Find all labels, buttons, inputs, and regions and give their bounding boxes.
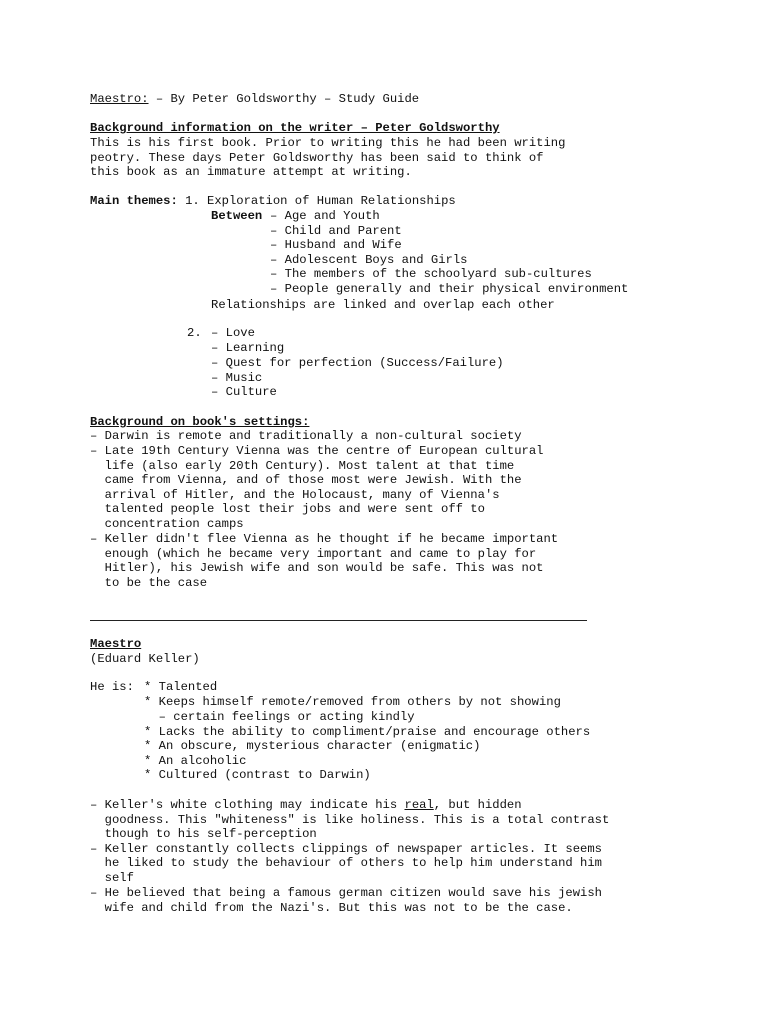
relationship-item: – The members of the schoolyard sub-cultures xyxy=(270,267,592,281)
trait-item: * Cultured (contrast to Darwin) xyxy=(144,768,371,782)
theme-one-title: Exploration of Human Relationships xyxy=(207,194,456,208)
maestro-note-line: – He believed that being a famous german citizen would save his jewish xyxy=(90,886,602,900)
trait-item: – certain feelings or acting kindly xyxy=(144,710,415,724)
writer-background-heading: Background information on the writer – Peter Goldsworthy xyxy=(90,121,500,135)
section-divider xyxy=(90,620,587,621)
settings-line: to be the case xyxy=(90,576,208,590)
relationship-item: – Age and Youth xyxy=(270,209,380,223)
clothing-note-suffix: , but hidden xyxy=(433,798,522,812)
theme-two-item: – Learning xyxy=(211,341,285,355)
settings-line: – Keller didn't flee Vienna as he thought if he became important xyxy=(90,532,559,546)
clothing-note-prefix: – Keller's white clothing may indicate his xyxy=(90,798,405,812)
settings-line: came from Vienna, and of those most were Jewish. With the xyxy=(90,473,522,487)
title-rest: – By Peter Goldsworthy – Study Guide xyxy=(148,92,420,106)
title-link[interactable]: Maestro: xyxy=(90,92,149,106)
trait-item: * Keeps himself remote/removed from others by not showing xyxy=(144,695,561,709)
trait-item: * Talented xyxy=(144,680,218,694)
trait-item: * Lacks the ability to compliment/praise and encourage others xyxy=(144,725,591,739)
theme-two-item: – Music xyxy=(211,371,263,385)
between-label: Between xyxy=(211,209,263,223)
he-is-label: He is: xyxy=(90,680,134,694)
maestro-subheading: (Eduard Keller) xyxy=(90,652,200,666)
maestro-note-line: self xyxy=(90,871,134,885)
maestro-heading: Maestro xyxy=(90,637,142,651)
relationship-item: – Child and Parent xyxy=(270,224,402,238)
writer-background-line: This is his first book. Prior to writing this he had been writing xyxy=(90,136,566,150)
document-title xyxy=(90,92,419,107)
writer-background-line: peotry. These days Peter Goldsworthy has been said to think of xyxy=(90,151,544,165)
relationships-overlap-note: Relationships are linked and overlap each other xyxy=(211,298,555,312)
trait-item: * An alcoholic xyxy=(144,754,247,768)
settings-line: – Late 19th Century Vienna was the centre of European cultural xyxy=(90,444,544,458)
settings-line: life (also early 20th Century). Most talent at that time xyxy=(90,459,515,473)
settings-heading: Background on book's settings: xyxy=(90,415,310,429)
relationship-item: – Adolescent Boys and Girls xyxy=(270,253,468,267)
writer-background-line: this book as an immature attempt at writing. xyxy=(90,165,412,179)
main-themes-line xyxy=(90,194,456,209)
settings-line: enough (which he became very important and came to play for xyxy=(90,547,537,561)
settings-line: – Darwin is remote and traditionally a non-cultural society xyxy=(90,429,522,443)
settings-line: concentration camps xyxy=(90,517,244,531)
theme-two-number: 2. xyxy=(187,326,202,340)
clothing-note-emphasis: real xyxy=(404,798,434,812)
settings-line: arrival of Hitler, and the Holocaust, many of Vienna's xyxy=(90,488,500,502)
relationship-item: – Husband and Wife xyxy=(270,238,402,252)
maestro-note-line: he liked to study the behaviour of others to help him understand him xyxy=(90,856,602,870)
relationship-item: – People generally and their physical environment xyxy=(270,282,629,296)
clothing-note xyxy=(90,798,522,813)
settings-line: Hitler), his Jewish wife and son would be safe. This was not xyxy=(90,561,544,575)
trait-item: * An obscure, mysterious character (enigmatic) xyxy=(144,739,481,753)
theme-two-item: – Love xyxy=(211,326,255,340)
theme-two-item: – Culture xyxy=(211,385,277,399)
theme-two-item: – Quest for perfection (Success/Failure) xyxy=(211,356,504,370)
maestro-note-line: goodness. This "whiteness" is like holiness. This is a total contrast xyxy=(90,813,610,827)
settings-line: talented people lost their jobs and were sent off to xyxy=(90,502,485,516)
maestro-note-line: wife and child from the Nazi's. But this was not to be the case. xyxy=(90,901,573,915)
maestro-note-line: though to his self-perception xyxy=(90,827,317,841)
theme-one-number: 1. xyxy=(177,194,208,208)
maestro-note-line: – Keller constantly collects clippings of newspaper articles. It seems xyxy=(90,842,602,856)
main-themes-label: Main themes: xyxy=(90,194,178,208)
